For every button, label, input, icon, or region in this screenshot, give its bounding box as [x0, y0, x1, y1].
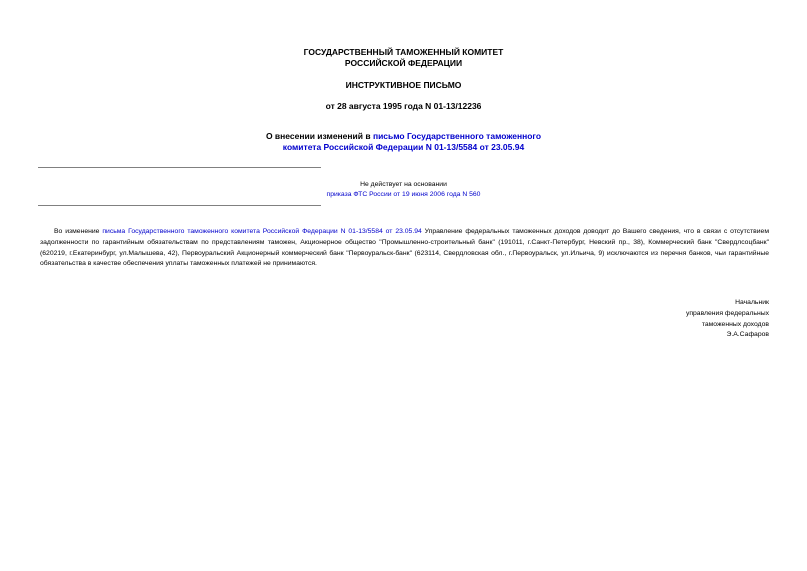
subject-prefix: О внесении изменений в: [265, 131, 373, 141]
bottom-divider: [38, 205, 321, 206]
status-link-row: [0, 190, 807, 200]
status-note: Не действует на основании: [360, 181, 447, 188]
signature-title-line1: Начальник: [735, 299, 769, 306]
body-prefix: Во изменение: [54, 228, 103, 235]
signature-name: Э.А.Сафаров: [726, 331, 769, 339]
org-name-line2: РОССИЙСКОЙ ФЕДЕРАЦИИ: [344, 58, 463, 68]
subject-link-line2[interactable]: комитета Российской Федерации N 01-13/5584 от 23.05.94: [282, 142, 525, 152]
document-subject: [0, 131, 807, 153]
document-type: ИНСТРУКТИВНОЕ ПИСЬМО: [345, 80, 462, 90]
top-divider: [38, 167, 321, 168]
status-link[interactable]: приказа ФТС России от 19 июня 2006 года N 560: [326, 191, 481, 198]
signature-block: [686, 298, 769, 341]
subject-link-line1[interactable]: письмо Государственного таможенного: [372, 131, 542, 141]
body-link[interactable]: письма Государственного таможенного комитета Российской Федерации N 01-13/5584 от 23.05.94: [102, 228, 422, 235]
body-paragraph: [40, 227, 769, 270]
org-name-line1: ГОСУДАРСТВЕННЫЙ ТАМОЖЕННЫЙ КОМИТЕТ: [303, 47, 504, 57]
body-text: Управление федеральных таможенных доходов доводит до Вашего сведения, что в связи с отсутствием задолженности по гарантийным обязательствам по представлениям таможен, Акционерное общество "Промышленно-строительный банк" (191011, г.Санкт-Петербург, Невский пр., 38), Коммерческий банк "Свердлсоцбанк" (620219, г.Екатеринбург, ул.Малышева, 42), Первоуральский Акционерный коммерческий банк "Первоуральск-банк" (623114, Свердловская обл., г.Первоуральск, ул.Ильича, 9) исключаются из перечня банков, чьи гарантийные обязательства в качестве обеспечения уплаты таможенных платежей не принимаются.: [40, 228, 769, 268]
signature-title-line2: управления федеральных: [685, 309, 769, 317]
signature-title-line3: таможенных доходов: [701, 320, 769, 328]
document-date: от 28 августа 1995 года N 01-13/12236: [325, 101, 482, 111]
issuing-organization: [0, 47, 807, 69]
